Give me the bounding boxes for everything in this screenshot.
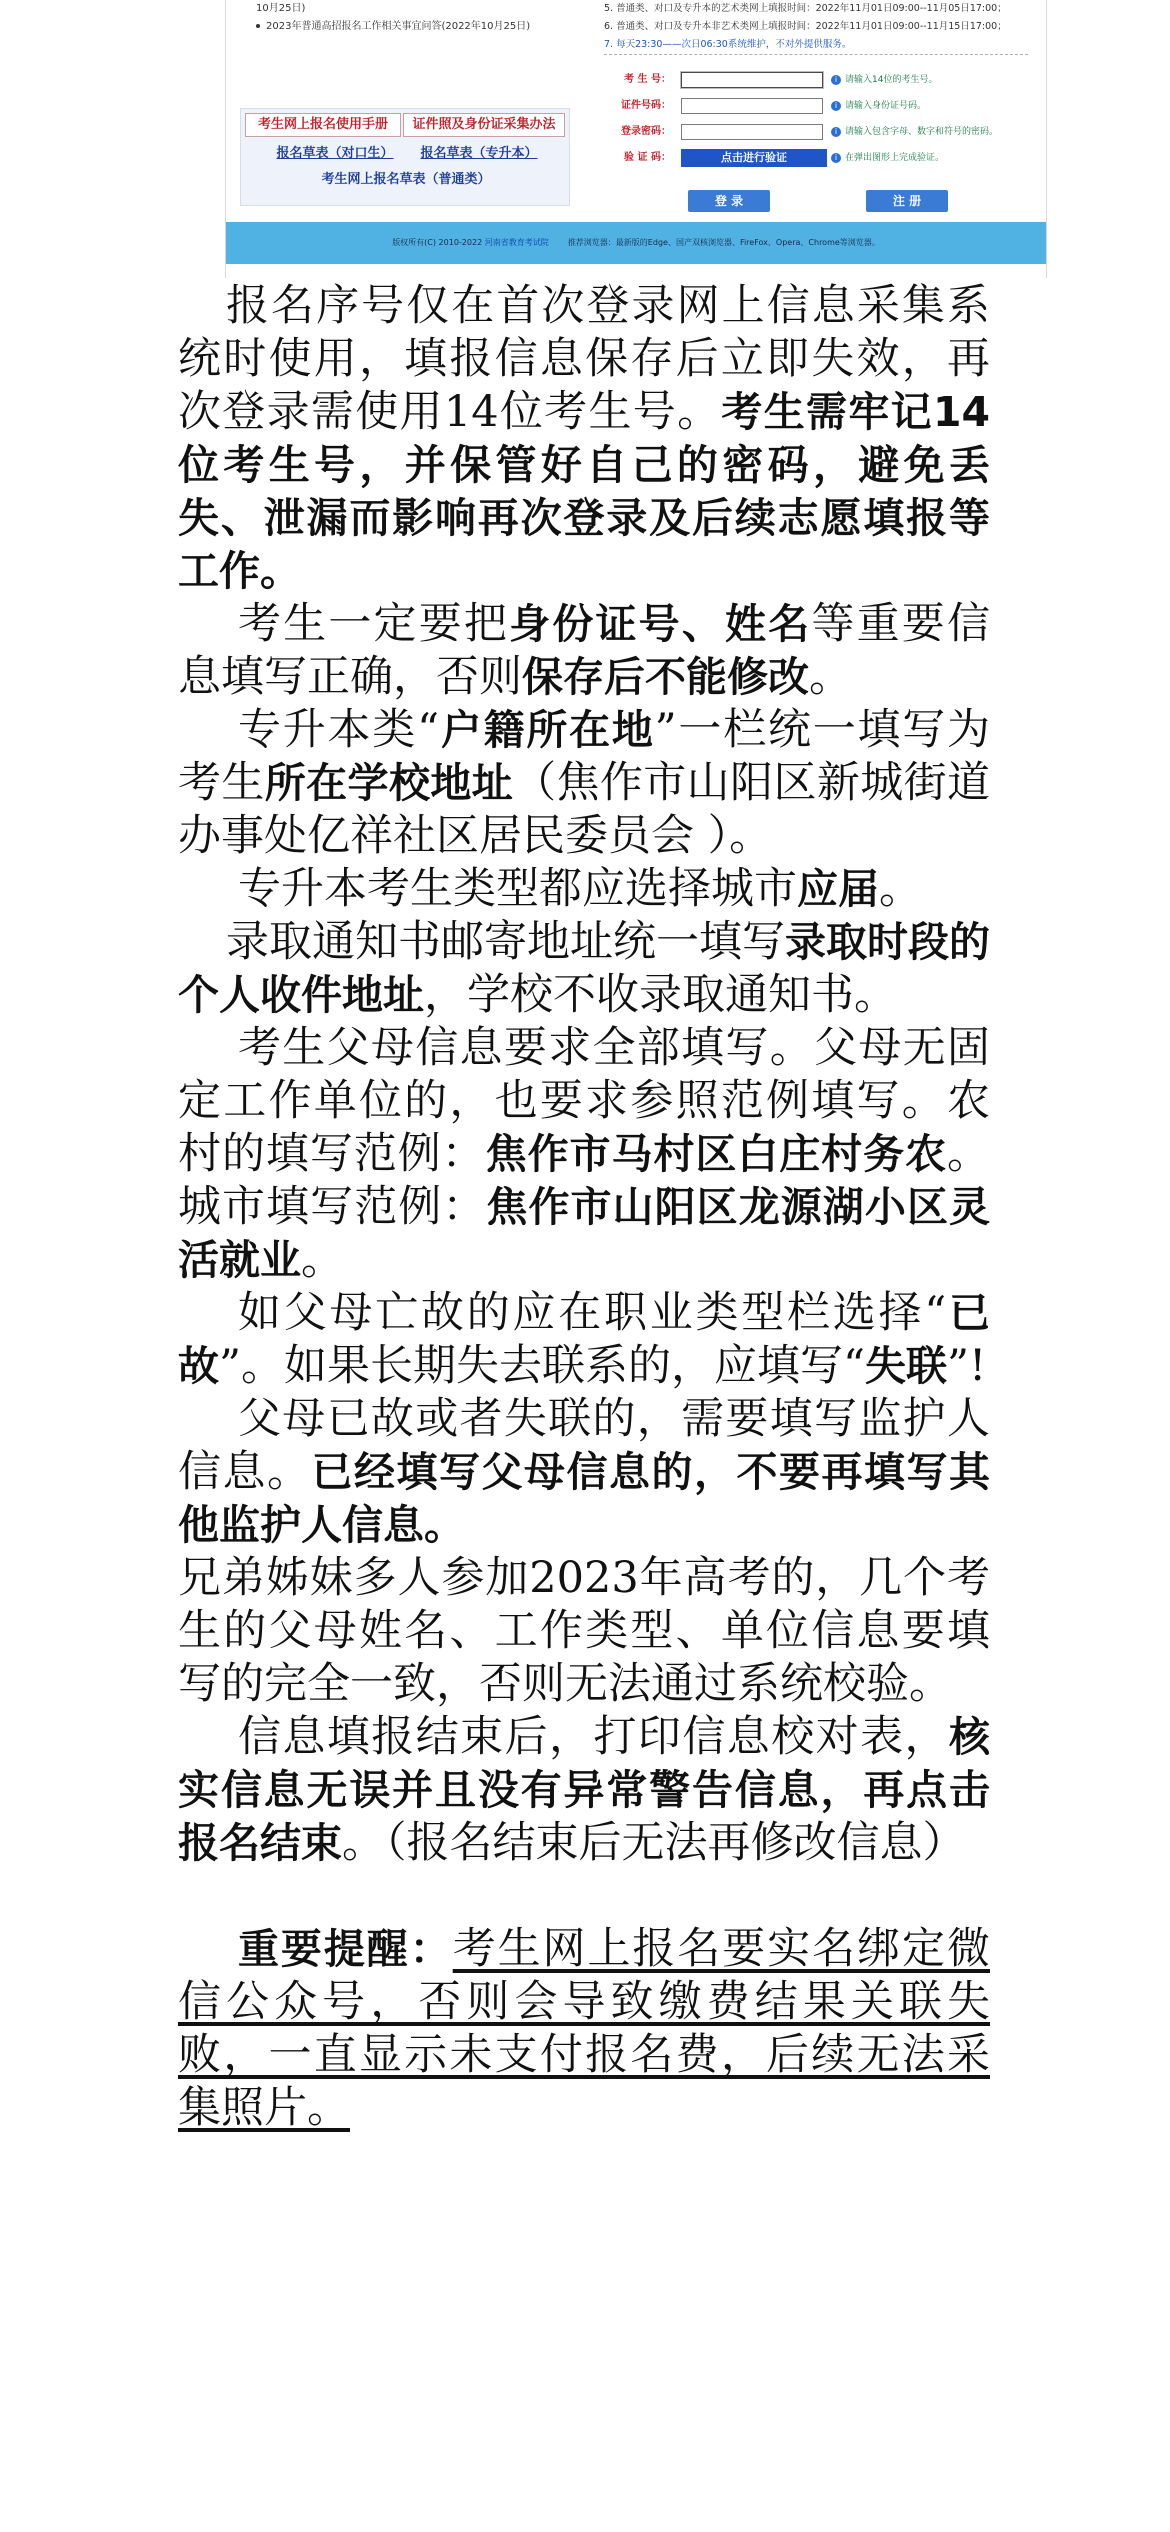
captcha-verify-button[interactable]: 点击进行验证 [681,149,827,167]
info-icon: i [831,101,841,111]
news-item[interactable]: 2023年普通高招报名工作相关事宜问答(2022年10月25日) [256,18,530,36]
paragraph-guardian: 父母已故或者失联的，需要填写监护人信息。已经填写父母信息的，不要再填写其他监护人信息。 [178,1394,990,1549]
article-body [178,280,990,2135]
org-link[interactable]: 河南省教育考试院 [484,238,549,247]
id-number-label: 证件号码： [621,100,671,111]
id-number-input[interactable] [681,98,823,114]
paragraph-mailing-address: 录取通知书邮寄地址统一填写录取时段的个人收件地址，学校不收录取通知书。 [178,917,990,1020]
notice-list [604,0,1007,54]
paragraph-exam-number: 报名序号仅在首次登录网上信息采集系统时使用，填报信息保存后立即失效，再次登录需使用14位考生号。考生需牢记14位考生号，并保管好自己的密码，避免丢失、泄漏而影响再次登录及后续志愿填报等工作。 [178,281,990,595]
exam-number-hint: i 请输入14位的考生号。 [831,70,937,90]
login-button[interactable]: 登 录 [688,190,770,212]
paragraph-candidate-type: 专升本考生类型都应选择城市应届。 [238,864,922,914]
register-button[interactable]: 注 册 [866,190,948,212]
draft-duikou-link[interactable]: 报名草表（对口生） [276,146,394,161]
password-label: 登录密码： [621,126,671,137]
browser-recommendation: 推荐浏览器：最新版的Edge、国产双核浏览器、FireFox、Opera、Chrome等浏览器。 [567,238,880,247]
info-icon: i [831,127,841,137]
manual-link[interactable]: 考生网上报名使用手册 [245,113,401,137]
paragraph-id-name: 考生一定要把身份证号、姓名等重要信息填写正确，否则保存后不能修改。 [178,599,990,702]
site-footer [226,222,1046,264]
download-links-panel [240,108,570,206]
paragraph-parents-info: 考生父母信息要求全部填写。父母无固定工作单位的，也要求参照范例填写。农村的填写范例：焦作市马村区白庄村务农。城市填写范例：焦作市山阳区龙源湖小区灵活就业。 [178,1023,991,1285]
news-list [256,0,530,36]
notice-item: 5. 普通类、对口及专升本的艺术类网上填报时间：2022年11月01日09:00--11月05日17:00； [604,3,1007,14]
copyright-text: 版权所有(C) 2010-2022 [392,238,483,247]
divider [604,54,1028,55]
registration-portal-screenshot [225,0,1047,278]
news-item[interactable]: 10月25日) [256,3,306,14]
paragraph-household-address: 专升本类“户籍所在地”一栏统一填写为考生所在学校地址（焦作市山阳区新城街道办事处亿祥社区居民委员会 ）。 [178,705,991,861]
password-input[interactable] [681,124,823,140]
exam-number-label: 考 生 号： [624,74,671,85]
info-icon: i [831,153,841,163]
draft-zsb-link[interactable]: 报名草表（专升本） [420,146,538,161]
important-reminder [178,1923,990,2135]
paragraph-siblings: 兄弟姊妹多人参加2023年高考的，几个考生的父母姓名、工作类型、单位信息要填写的完全一致，否则无法通过系统校验。 [178,1553,990,1709]
notice-item: 7. 每天23:30——次日06:30系统维护，不对外提供服务。 [604,39,852,50]
bullet-icon [256,24,260,28]
notice-item: 6. 普通类、对口及专升本非艺术类网上填报时间：2022年11月01日09:00--11月15日17:00； [604,21,1007,32]
draft-putong-link[interactable]: 考生网上报名草表（普通类） [321,172,491,187]
info-icon: i [831,75,841,85]
exam-number-input[interactable] [681,72,823,88]
captcha-hint: i 在弹出图形上完成验证。 [831,148,944,168]
reminder-text: 考生网上报名要实名绑定微信公众号，否则会导致缴费结果关联失败，一直显示未支付报名费，后续无法采集照片。 [178,1924,990,2133]
photo-id-link[interactable]: 证件照及身份证采集办法 [403,113,565,137]
paragraph-finish-registration: 信息填报结束后，打印信息校对表，核实信息无误并且没有异常警告信息，再点击报名结束。（报名结束后无法再修改信息） [178,1712,990,1868]
password-hint: i 请输入包含字母、数字和符号的密码。 [831,122,998,142]
captcha-label: 验 证 码： [624,152,671,163]
reminder-label: 重要提醒： [238,1925,453,1973]
paragraph-deceased-parents: 如父母亡故的应在职业类型栏选择“已故”。如果长期失去联系的，应填写“失联”! [178,1288,991,1391]
id-number-hint: i 请输入身份证号码。 [831,96,926,116]
